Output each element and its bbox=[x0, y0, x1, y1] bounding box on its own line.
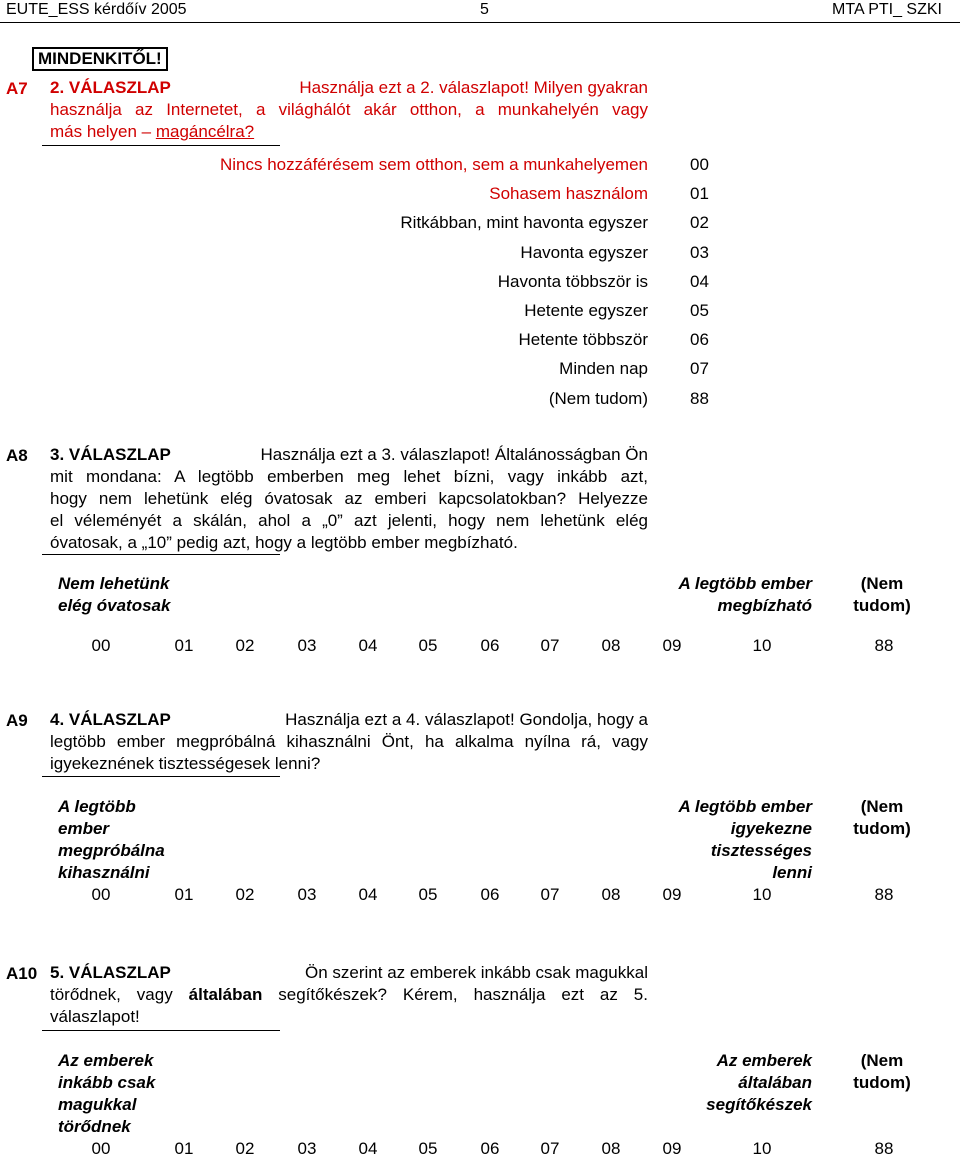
a7-option-label: Minden nap bbox=[559, 359, 648, 378]
a9-scale-code: 00 bbox=[91, 885, 111, 904]
a7-option-label: Nincs hozzáférésem sem otthon, sem a munkahelyemen bbox=[219, 155, 648, 174]
a8-scale-code: 07 bbox=[540, 636, 560, 655]
a7-option-label: Ritkábban, mint havonta egyszer bbox=[400, 213, 648, 232]
a9-scale-code: 05 bbox=[418, 885, 438, 904]
a8-scale-code: 04 bbox=[358, 636, 378, 655]
a7-line3-emphasis: magáncélra? bbox=[155, 122, 255, 141]
a8-left-label: Nem lehetünk elég óvatosak bbox=[58, 574, 171, 615]
question-a8-text bbox=[50, 444, 648, 554]
banner-box: MINDENKITŐL! bbox=[32, 47, 168, 71]
a8-line5: óvatosak, a „10” pedig azt, hogy a legtöbb ember megbízható. bbox=[50, 533, 518, 552]
header-right: MTA PTI_ SZKI bbox=[832, 1, 942, 18]
a7-option-label: Havonta egyszer bbox=[520, 243, 648, 262]
a7-option-code: 88 bbox=[690, 389, 709, 408]
a8-scale-code: 88 bbox=[874, 636, 894, 655]
a8-scale-code: 09 bbox=[662, 636, 682, 655]
a10-scale-code: 04 bbox=[358, 1139, 378, 1158]
header-divider bbox=[0, 22, 960, 23]
a9-scale-code: 02 bbox=[235, 885, 255, 904]
a9-scale-code: 01 bbox=[174, 885, 194, 904]
a9-scale-code: 10 bbox=[752, 885, 772, 904]
a9-scale-code: 09 bbox=[662, 885, 682, 904]
a7-option-label: Hetente többször bbox=[518, 330, 648, 349]
a8-line4: el véleményét a skálán, ahol a „0” azt jelenti, hogy nem lehetünk elég bbox=[50, 511, 648, 530]
a7-option-code: 04 bbox=[690, 272, 709, 291]
a7-option-label: Havonta többször is bbox=[497, 272, 648, 291]
a10-left-label: Az emberek inkább csak magukkal törődnek bbox=[58, 1051, 156, 1136]
a8-right-label: A legtöbb ember megbízható bbox=[678, 574, 812, 615]
a8-scale-code: 06 bbox=[480, 636, 500, 655]
a8-scale-code: 00 bbox=[91, 636, 111, 655]
a7-option-label: Hetente egyszer bbox=[524, 301, 648, 320]
a7-line1: Használja ezt a 2. válaszlapot! Milyen gyakran bbox=[299, 78, 648, 97]
a9-scale-code: 88 bbox=[874, 885, 894, 904]
answer-sheet-a9: 4. VÁLASZLAP bbox=[50, 710, 171, 729]
a8-line3: hogy nem lehetünk elég óvatosak az emberi kapcsolatokban? Helyezze bbox=[50, 489, 648, 508]
a7-option-code: 03 bbox=[690, 243, 709, 262]
a7-underline-rule bbox=[42, 145, 280, 146]
a8-scale-code: 08 bbox=[601, 636, 621, 655]
a10-right-label: Az emberek általában segítőkészek bbox=[706, 1051, 812, 1114]
a8-scale-code: 01 bbox=[174, 636, 194, 655]
a9-line2: legtöbb ember megpróbálná kihasználni Önt, ha alkalma nyílna rá, vagy bbox=[50, 732, 648, 751]
question-a9-text bbox=[50, 709, 648, 775]
a9-line1: Használja ezt a 4. válaszlapot! Gondolja, hogy a bbox=[285, 710, 648, 729]
a10-scale-code: 03 bbox=[297, 1139, 317, 1158]
a10-scale-code: 05 bbox=[418, 1139, 438, 1158]
a8-scale-code: 02 bbox=[235, 636, 255, 655]
page-number: 5 bbox=[480, 1, 489, 18]
question-id-a7: A7 bbox=[6, 79, 28, 98]
a10-scale-code: 09 bbox=[662, 1139, 682, 1158]
question-id-a8: A8 bbox=[6, 446, 28, 465]
header-left: EUTE_ESS kérdőív 2005 bbox=[6, 1, 187, 18]
a10-scale-code: 06 bbox=[480, 1139, 500, 1158]
a7-option-label: Sohasem használom bbox=[489, 184, 648, 203]
a10-dontknow-label: (Nem tudom) bbox=[853, 1051, 911, 1092]
a9-scale-code: 06 bbox=[480, 885, 500, 904]
a10-underline-rule bbox=[42, 1030, 280, 1031]
question-a7-text bbox=[50, 77, 648, 143]
a9-dontknow-label: (Nem tudom) bbox=[853, 797, 911, 838]
a9-line3: igyekeznének tisztességesek lenni? bbox=[50, 754, 321, 773]
a8-line2: mit mondana: A legtöbb emberben meg lehet bízni, vagy inkább azt, bbox=[50, 467, 648, 486]
a10-scale-code: 02 bbox=[235, 1139, 255, 1158]
a9-scale-code: 08 bbox=[601, 885, 621, 904]
a10-line2: törődnek, vagy bbox=[50, 985, 189, 1004]
a10-scale-code: 88 bbox=[874, 1139, 894, 1158]
a10-scale bbox=[0, 1139, 960, 1159]
question-a10-text bbox=[50, 962, 648, 1028]
a10-scale-code: 00 bbox=[91, 1139, 111, 1158]
a8-underline-rule bbox=[42, 554, 280, 555]
a9-scale-code: 07 bbox=[540, 885, 560, 904]
answer-sheet-a10: 5. VÁLASZLAP bbox=[50, 963, 171, 982]
a9-left-label: A legtöbb ember megpróbálna kihasználni bbox=[58, 797, 165, 882]
a10-line2-end: segítőkészek? Kérem, használja ezt az 5. bbox=[262, 985, 648, 1004]
a8-scale bbox=[0, 636, 960, 656]
a10-line1: Ön szerint az emberek inkább csak magukkal bbox=[305, 963, 648, 982]
a7-option-code: 01 bbox=[690, 184, 709, 203]
a7-option-code: 00 bbox=[690, 155, 709, 174]
a7-option-code: 05 bbox=[690, 301, 709, 320]
question-id-a9: A9 bbox=[6, 711, 28, 730]
a7-option-label: (Nem tudom) bbox=[548, 389, 648, 408]
a8-scale-code: 03 bbox=[297, 636, 317, 655]
a9-scale-code: 04 bbox=[358, 885, 378, 904]
a10-scale-code: 07 bbox=[540, 1139, 560, 1158]
a10-line2-emphasis: általában bbox=[188, 985, 263, 1004]
answer-sheet-a7: 2. VÁLASZLAP bbox=[50, 78, 171, 97]
a9-right-label: A legtöbb ember igyekezne tisztességes lenni bbox=[678, 797, 812, 882]
answer-sheet-a8: 3. VÁLASZLAP bbox=[50, 445, 171, 464]
a9-scale bbox=[0, 885, 960, 905]
a7-option-code: 02 bbox=[690, 213, 709, 232]
a9-scale-code: 03 bbox=[297, 885, 317, 904]
a8-dontknow-label: (Nem tudom) bbox=[853, 574, 911, 615]
question-id-a10: A10 bbox=[6, 964, 38, 983]
a10-scale-code: 08 bbox=[601, 1139, 621, 1158]
a9-underline-rule bbox=[42, 776, 280, 777]
a7-option-code: 07 bbox=[690, 359, 709, 378]
a8-line1: Használja ezt a 3. válaszlapot! Általánosságban Ön bbox=[260, 445, 648, 464]
a10-scale-code: 10 bbox=[752, 1139, 772, 1158]
a7-option-code: 06 bbox=[690, 330, 709, 349]
a8-scale-code: 10 bbox=[752, 636, 772, 655]
a7-line2: használja az Internetet, a világhálót akár otthon, a munkahelyén vagy bbox=[50, 100, 648, 119]
a7-line3: más helyen – bbox=[50, 122, 156, 141]
a10-line3: válaszlapot! bbox=[50, 1007, 140, 1026]
a8-scale-code: 05 bbox=[418, 636, 438, 655]
a10-scale-code: 01 bbox=[174, 1139, 194, 1158]
